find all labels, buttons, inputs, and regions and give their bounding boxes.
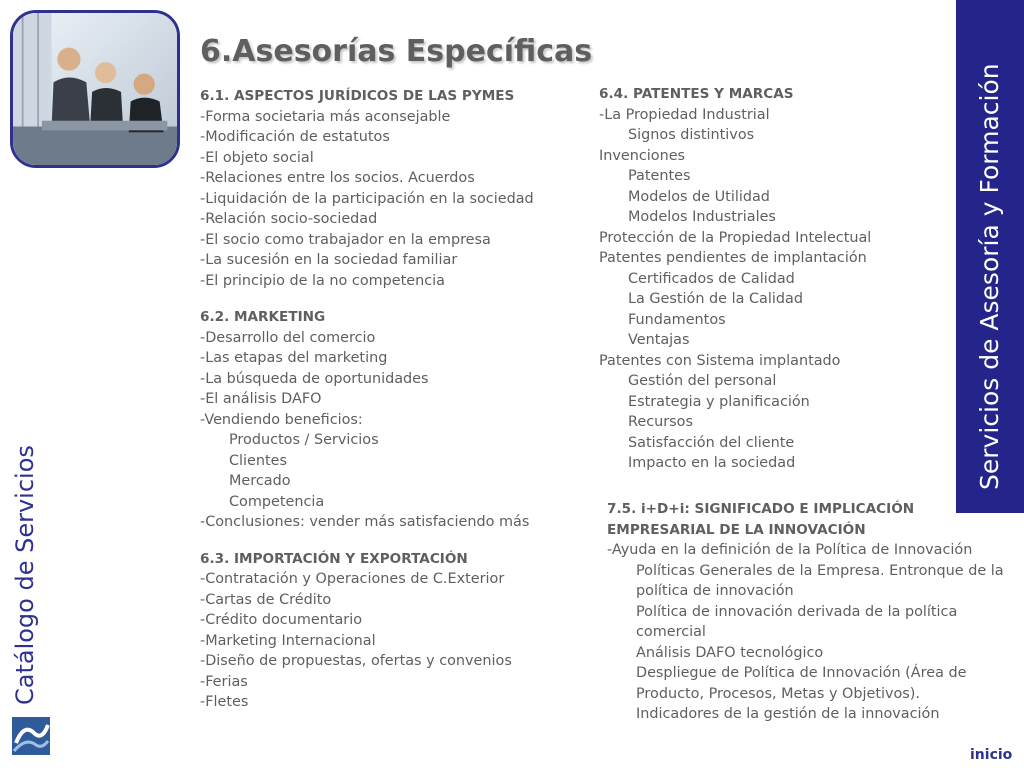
list-subitem: La Gestión de la Calidad [628,291,803,307]
list-item: -Relaciones entre los socios. Acuerdos [200,170,475,186]
list-item: -Forma societaria más aconsejable [200,108,451,125]
list-item: -La Propiedad Industrial [599,106,770,123]
list-subitem: Estrategia y planificación [628,393,810,410]
list-item: -La sucesión en la sociedad familiar [200,252,458,268]
list-item: -Las etapas del marketing [200,350,388,366]
list-item: -El principio de la no competencia [200,272,445,289]
list-item: -Liquidación de la participación en la sociedad [200,190,534,207]
section-heading: 6.4. PATENTES Y MARCAS [599,86,794,102]
list-item: -Cartas de Crédito [200,591,332,608]
list-subitem: Certificados de Calidad [628,270,795,287]
list-subitem: Clientes [229,452,288,469]
list-item: -Ferias [200,673,248,690]
list-subitem: Signos distintivos [628,127,755,143]
list-item: -Relación socio-sociedad [200,211,378,227]
list-subitem: Mercado [229,473,291,489]
list-subitem: Competencia [229,493,325,510]
catalog-title: Catálogo de Servicios [11,445,39,705]
company-logo [12,717,50,755]
list-item: -Modificación de estatutos [200,129,390,145]
list-subitem: Satisfacción del cliente [628,434,795,451]
list-item: -Ayuda en la definición de la Política de Innovación [607,542,973,558]
column-legal-marketing-trade [200,86,560,713]
list-subitem: Indicadores de la gestión de la innovación [636,706,940,722]
list-subitem: Despliegue de Política de Innovación (Área de Producto, Procesos, Metas y Objetivos). [636,665,967,702]
list-item: Invenciones [599,147,686,164]
page-title: 6.Asesorías Específicas [200,34,593,69]
list-item: -Fletes [200,694,249,710]
column-patents [599,84,929,474]
list-item: -La búsqueda de oportunidades [200,370,429,387]
column-innovation [607,499,1012,725]
list-subitem: Política de innovación derivada de la política comercial [636,603,958,640]
list-item: -El socio como trabajador en la empresa [200,231,491,248]
list-subitem: Fundamentos [628,311,726,328]
list-item: -Desarrollo del comercio [200,329,376,346]
list-item: Patentes con Sistema implantado [599,352,841,369]
list-item: -Vendiendo beneficios: [200,411,363,428]
business-meeting-photo [10,10,180,168]
section-heading-cont: EMPRESARIAL DE LA INNOVACIÓN [607,521,866,538]
list-item: -El objeto social [200,149,314,166]
home-link[interactable]: inicio [970,747,1013,763]
list-item: -Conclusiones: vender más satisfaciendo más [200,514,530,530]
list-subitem: Productos / Servicios [229,432,379,448]
list-subitem: Políticas Generales de la Empresa. Entronque de la política de innovación [636,562,1004,599]
list-subitem: Impacto en la sociedad [628,455,796,471]
list-subitem: Ventajas [628,332,690,348]
section-heading: 6.3. IMPORTACIÓN Y EXPORTACIÓN [200,550,468,567]
list-item: Protección de la Propiedad Intelectual [599,229,872,246]
list-item: -Marketing Internacional [200,632,376,649]
list-subitem: Patentes [628,168,691,184]
section-heading: 6.2. MARKETING [200,309,326,325]
list-subitem: Modelos de Utilidad [628,188,770,205]
section-heading: 6.1. ASPECTOS JURÍDICOS DE LAS PYMES [200,88,515,104]
list-subitem: Gestión del personal [628,373,777,389]
section-heading: 7.5. i+D+i: SIGNIFICADO E IMPLICACIÓN [607,501,915,517]
list-subitem: Modelos Industriales [628,209,776,225]
list-item: -Contratación y Operaciones de C.Exterior [200,571,505,587]
list-subitem: Recursos [628,414,693,430]
list-item: -Crédito documentario [200,612,362,628]
list-item: -Diseño de propuestas, ofertas y convenios [200,653,512,669]
services-side-band [956,0,1024,513]
list-subitem: Análisis DAFO tecnológico [636,644,824,661]
list-item: Patentes pendientes de implantación [599,250,867,266]
list-item: -El análisis DAFO [200,391,322,407]
services-title: Servicios de Asesoría y Formación [975,63,1004,490]
